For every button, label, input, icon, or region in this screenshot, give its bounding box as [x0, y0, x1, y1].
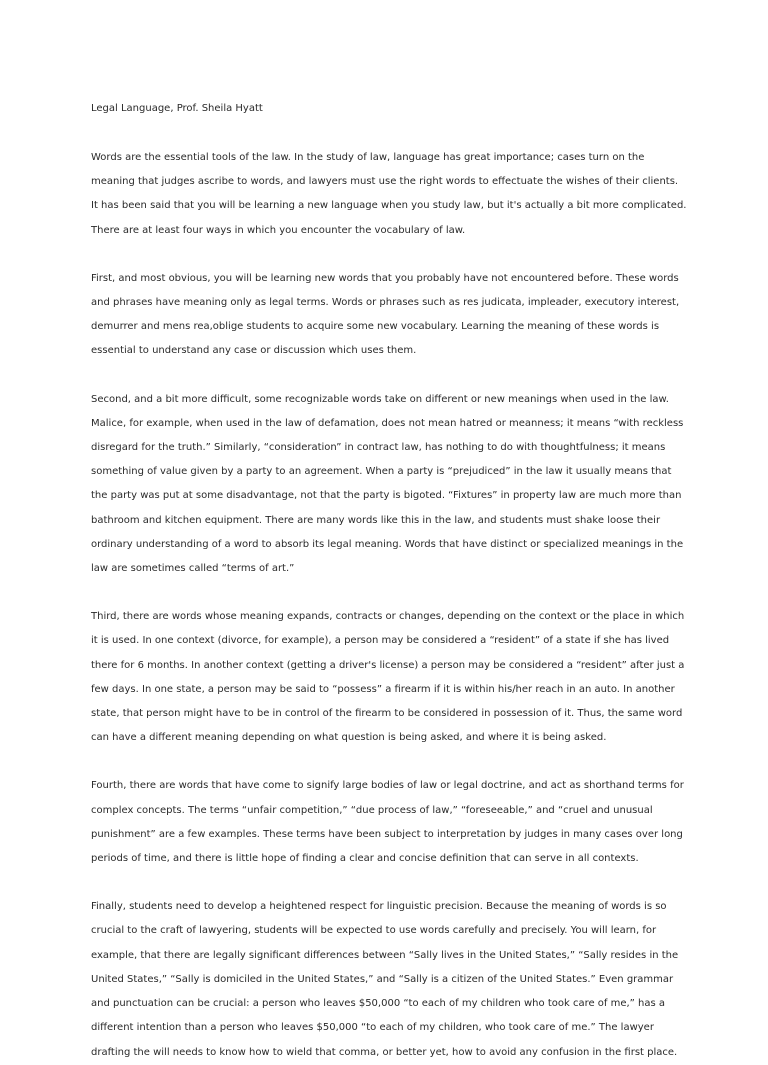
document-title: Legal Language, Prof. Sheila Hyatt	[91, 103, 263, 114]
paragraph-fourth-way: Fourth, there are words that have come to signify large bodies of law or legal doctrine, and act as shorthand terms for complex concepts. The terms “unfair competition,” “due process of law,” “foreseeable,” and “cruel and unusual punishment” are a few examples. These terms have been subject to interpretation by judges in many cases over long periods of time, and there is little hope of finding a clear and concise definition that can serve in all contexts.	[91, 780, 684, 865]
paragraph-second-way: Second, and a bit more difficult, some recognizable words take on different or new meanings when used in the law. Malice, for example, when used in the law of defamation, does not mean hatred or meanness; it means “with reckless disregard for the truth.” Similarly, “consideration” in contract law, has nothing to do with thoughtfulness; it means something of value given by a party to an agreement. When a party is “prejudiced” in the law it usually means that the party was put at some disadvantage, not that the party is bigoted. “Fixtures” in property law are much more than bathroom and kitchen equipment. There are many words like this in the law, and students must shake loose their ordinary understanding of a word to absorb its legal meaning. Words that have distinct or specialized meanings in the law are sometimes called “terms of art.”	[91, 393, 684, 575]
paragraph-finally: Finally, students need to develop a heightened respect for linguistic precision. Because the meaning of words is so crucial to the craft of lawyering, students will be expected to use words carefully and precisely. You will learn, for example, that there are legally significant differences between “Sally lives in the United States,” “Sally resides in the United States,” “Sally is domiciled in the United States,” and “Sally is a citizen of the United States.” Even grammar and punctuation can be crucial: a person who leaves $50,000 “to each of my children who took care of me,” has a different intention than a person who leaves $50,000 “to each of my children, who took care of me.” The lawyer drafting the will needs to know how to wield that comma, or better yet, how to avoid any confusion in the first place.	[91, 901, 679, 1058]
paragraph-first-way: First, and most obvious, you will be learning new words that you probably have not encountered before. These words and phrases have meaning only as legal terms. Words or phrases such as res judicata, impleader, executory interest, demurrer and mens rea,oblige students to acquire some new vocabulary. Learning the meaning of these words is essential to understand any case or discussion which uses them.	[91, 272, 680, 357]
paragraph-intro: Words are the essential tools of the law. In the study of law, language has great importance; cases turn on the meaning that judges ascribe to words, and lawyers must use the right words to effectuate the wishes of their clients. It has been said that you will be learning a new language when you study law, but it's actually a bit more complicated. There are at least four ways in which you encounter the vocabulary of law.	[91, 152, 687, 236]
paragraph-third-way: Third, there are words whose meaning expands, contracts or changes, depending on the context or the place in which it is used. In one context (divorce, for example), a person may be considered a “resident” of a state if she has lived there for 6 months. In another context (getting a driver's license) a person may be considered a “resident” after just a few days. In one state, a person may be said to “possess” a firearm if it is within his/her reach in an auto. In another state, that person might have to be in control of the firearm to be considered in possession of it. Thus, the same word can have a different meaning depending on what question is being asked, and where it is being asked.	[91, 611, 685, 744]
